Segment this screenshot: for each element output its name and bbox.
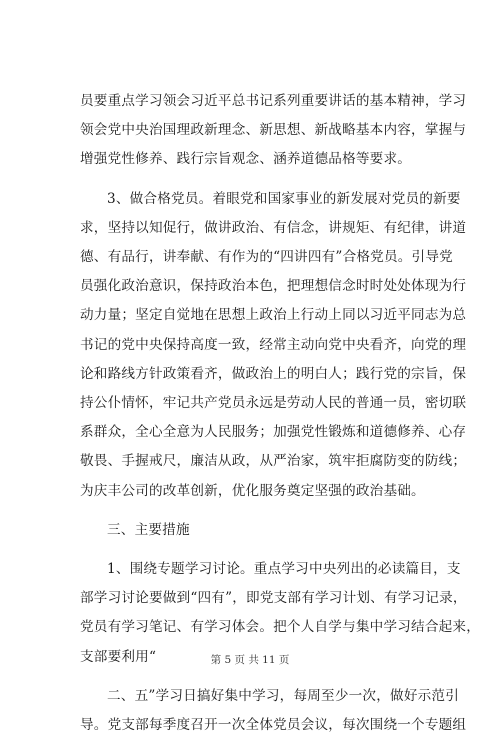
text-line: 为庆丰公司的改革创新，优化服务奠定坚强的政治基础。 [80, 482, 425, 499]
text-line: 敬畏、手握戒尺，廉洁从政，从严治家，筑牢拒腐防变的防线； [80, 453, 467, 470]
page-footer: 第 5 页 共 11 页 [210, 654, 290, 666]
text-line: 部学习讨论要做到“四有”，即党支部有学习计划、有学习记录， [80, 590, 467, 607]
text-line: 系群众，全心全意为人民服务；加强党性锻炼和道德修养、心存 [80, 424, 467, 441]
text-line: 书记的党中央保持高度一致，经常主动向党中央看齐，向党的理 [80, 336, 467, 353]
text-line: 1、围绕专题学习讨论。重点学习中央列出的必读篇目，支 [107, 561, 461, 578]
paragraph [80, 87, 467, 175]
text-line: 持公仆情怀，牢记共产党员永远是劳动人民的普通一员，密切联 [80, 395, 467, 412]
text-line: 三、主要措施 [107, 521, 190, 538]
text-line: 党员有学习笔记、有学习体会。把个人自学与集中学习结合起来， [80, 619, 481, 636]
text-line: 导。党支部每季度召开一次全体党员会议，每次围绕一个专题组 [80, 717, 467, 734]
text-line: 动力量；坚定自觉地在思想上政治上行动上同以习近平同志为总 [80, 307, 467, 324]
text-line: 领会党中央治国理政新理念、新思想、新战略基本内容，掌握与 [80, 122, 467, 139]
text-line: 员强化政治意识，保持政治本色，把理想信念时时处处体现为行 [80, 278, 467, 295]
text-line: 员要重点学习领会习近平总书记系列重要讲话的基本精神，学习 [80, 93, 467, 109]
paragraph [80, 682, 467, 740]
text-line: 3、做合格党员。着眼党和国家事业的新发展对党员的新要 [107, 190, 461, 207]
text-line: 求，坚持以知促行，做讲政治、有信念，讲规矩、有纪律，讲道 [80, 219, 467, 236]
paragraph [80, 516, 425, 545]
text-line: 增强党性修养、践行宗旨观念、涵养道德品格等要求。 [80, 151, 412, 168]
text-line: 德、有品行，讲奉献、有作为的“四讲四有”合格党员。引导党 [80, 249, 453, 266]
text-line: 论和路线方针政策看齐，做政治上的明白人；践行党的宗旨，保 [80, 365, 467, 382]
text-line: 二、五”学习日搞好集中学习，每周至少一次，做好示范引 [107, 687, 459, 704]
text-line: 支部要利用“ [80, 648, 157, 665]
document-body [80, 87, 481, 740]
paragraph [80, 185, 467, 506]
